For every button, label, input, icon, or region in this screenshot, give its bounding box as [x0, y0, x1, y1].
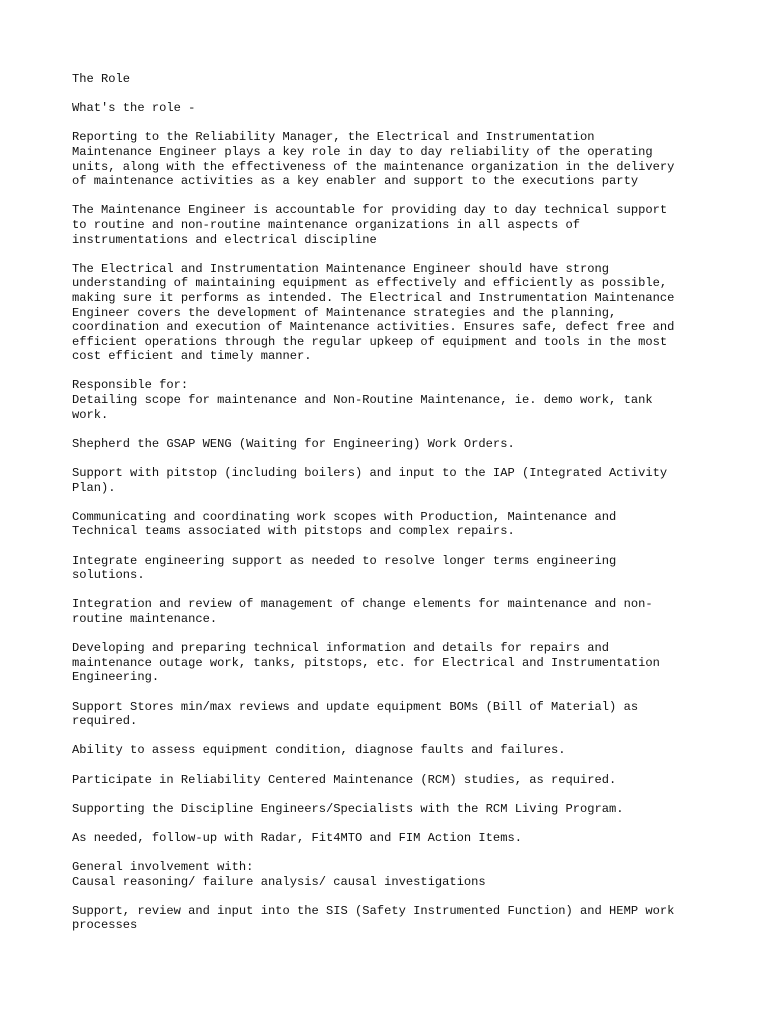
- text-line: Reporting to the Reliability Manager, the Electrical and Instrumentation: [72, 130, 595, 145]
- text-line: solutions.: [72, 568, 145, 583]
- document-body: [72, 72, 712, 948]
- text-line: units, along with the effectiveness of the maintenance organization in the delivery: [72, 159, 675, 174]
- text-line: Participate in Reliability Centered Maintenance (RCM) studies, as required.: [72, 772, 617, 787]
- paragraph: [72, 554, 712, 583]
- paragraph: [72, 743, 712, 758]
- paragraph: [72, 203, 712, 247]
- text-line: to routine and non-routine maintenance organizations in all aspects of: [72, 217, 581, 232]
- text-line: Communicating and coordinating work scopes with Production, Maintenance and: [72, 509, 617, 524]
- text-line: instrumentations and electrical discipline: [72, 232, 377, 247]
- paragraph: [72, 510, 712, 539]
- paragraph: [72, 700, 712, 729]
- text-line: efficient operations through the regular upkeep of equipment and tools in the most: [72, 334, 668, 349]
- paragraph: [72, 130, 712, 188]
- paragraph: [72, 641, 712, 685]
- paragraph: [72, 262, 712, 364]
- text-line: Maintenance Engineer plays a key role in day to day reliability of the operating: [72, 144, 653, 159]
- text-line: The Electrical and Instrumentation Maintenance Engineer should have strong: [72, 261, 610, 276]
- paragraph: [72, 802, 712, 817]
- text-line: Ability to assess equipment condition, diagnose faults and failures.: [72, 743, 566, 758]
- paragraph: [72, 860, 712, 889]
- text-line: Engineering.: [72, 670, 160, 685]
- text-line: Support, review and input into the SIS (Safety Instrumented Function) and HEMP work: [72, 903, 675, 918]
- text-line: Shepherd the GSAP WENG (Waiting for Engineering) Work Orders.: [72, 436, 515, 451]
- text-line: Engineer covers the development of Maintenance strategies and the planning,: [72, 305, 617, 320]
- text-line: work.: [72, 407, 109, 422]
- paragraph: [72, 378, 712, 422]
- text-line: Support with pitstop (including boilers) and input to the IAP (Integrated Activity: [72, 466, 668, 481]
- paragraph: [72, 466, 712, 495]
- paragraph: [72, 101, 712, 116]
- text-line: maintenance outage work, tanks, pitstops, etc. for Electrical and Instrumentation: [72, 655, 660, 670]
- text-line: routine maintenance.: [72, 611, 218, 626]
- text-line: Developing and preparing technical information and details for repairs and: [72, 641, 610, 656]
- text-line: Integrate engineering support as needed to resolve longer terms engineering: [72, 553, 617, 568]
- text-line: of maintenance activities as a key enabler and support to the executions party: [72, 174, 639, 189]
- text-line: making sure it performs as intended. The Electrical and Instrumentation Maintenance: [72, 290, 675, 305]
- paragraph: [72, 72, 712, 87]
- text-line: required.: [72, 714, 138, 729]
- text-line: The Role: [72, 72, 131, 86]
- text-line: Support Stores min/max reviews and update equipment BOMs (Bill of Material) as: [72, 699, 639, 714]
- paragraph: [72, 831, 712, 846]
- text-line: understanding of maintaining equipment as effectively and efficiently as possible,: [72, 276, 668, 291]
- text-line: coordination and execution of Maintenance activities. Ensures safe, defect free and: [72, 320, 675, 335]
- text-line: Technical teams associated with pitstops and complex repairs.: [72, 524, 515, 539]
- paragraph: [72, 597, 712, 626]
- paragraph: [72, 437, 712, 452]
- text-line: As needed, follow-up with Radar, Fit4MTO and FIM Action Items.: [72, 830, 522, 845]
- text-line: Plan).: [72, 480, 116, 495]
- text-line: processes: [72, 918, 138, 933]
- text-line: Supporting the Discipline Engineers/Specialists with the RCM Living Program.: [72, 801, 624, 816]
- paragraph: [72, 773, 712, 788]
- text-line: Integration and review of management of change elements for maintenance and non-: [72, 597, 653, 612]
- text-line: Causal reasoning/ failure analysis/ causal investigations: [72, 874, 486, 889]
- text-line: General involvement with:: [72, 860, 254, 875]
- text-line: Detailing scope for maintenance and Non-Routine Maintenance, ie. demo work, tank: [72, 393, 653, 408]
- text-line: What's the role -: [72, 101, 196, 116]
- paragraph: [72, 904, 712, 933]
- text-line: cost efficient and timely manner.: [72, 349, 312, 364]
- text-line: The Maintenance Engineer is accountable for providing day to day technical support: [72, 203, 668, 218]
- text-line: Responsible for:: [72, 378, 189, 393]
